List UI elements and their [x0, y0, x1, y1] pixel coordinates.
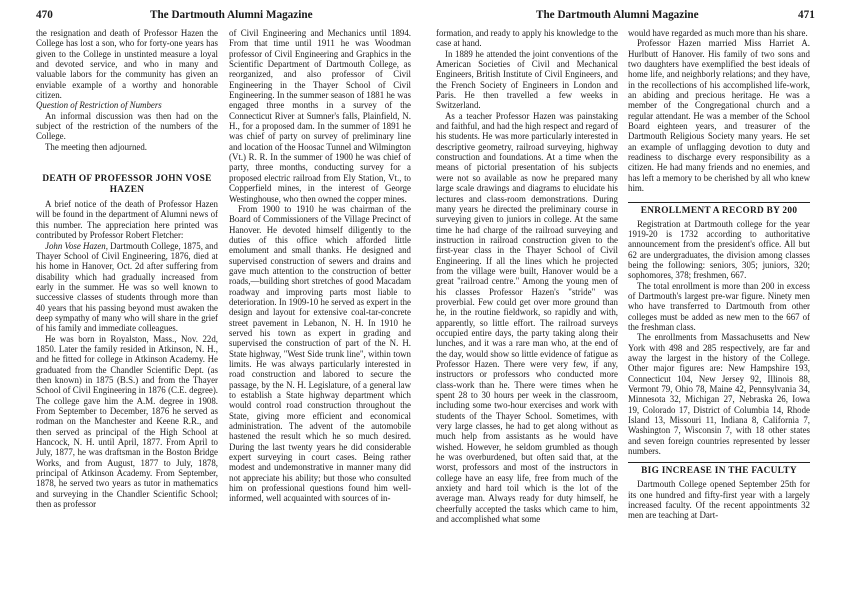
paragraph: As a teacher Professor Hazen was painstaking and faithful, and had the high respect and regard of his students. He was more particularly interested in descriptive geometry, railroad surveying, highway construction and foundations. At a time when the means of pictorial presentation of his subjects were not so available as now he prepared many large scale drawings and diagrams to elucidate his lectures and class-room demonstrations. During many years he directed the preliminary course in surveying given to juniors in college. At the same time he had charge of the railroad surveying and instruction in railroad construction given to the first-year class in the Thayer School of Civil Engineering. If all the lines which he projected from the village were built, Hanover would be a great "railroad centre." Among the young men of his classes Professor Hazen's "stride" was proverbial. Few could get over more ground than he, in the routine fieldwork, so rapidly and with, apparently, so little effort. The railroad surveys occupied entire days, the party taking along their lunches, and it was a rare man who, at the end of the day, would show so little evidence of fatigue as Professor Hazen. There were very few, if any, instructors or professors who conducted more class-work than he. There were times when he spent 28 to 30 hours per week in the classroom, including some two-hour exercises and work with students of the Thayer School. Sometimes, with very large classes, he had to get along without as much help from assistants as he would have wished. However, he seldom grumbled as though he was overburdened, but often said that, at the worst, professors and most of the instructors in college have an easy life, free from much of the anxiety and hard toil which is the lot of the average man. Always ready for duty himself, he cheerfully accepted the tasks which came to him, and accomplished what some — [436, 110, 618, 525]
subheading-restriction: Question of Restriction of Numbers — [36, 100, 162, 111]
paragraph: A brief notice of the death of Professor Hazen will be found in the department of Alumni news of this number. The appreciation here printed was contributed by Professor Robert Fletcher: — [36, 199, 218, 241]
paragraph: The enrollments from Massachusetts and New York with 498 and 285 respectively, are far and away the largest in the history of the College. Other major figures are: New Hampshire 193, Connecticut 104, New Jersey 92, Illinois 88, Vermont 79, Ohio 78, Maine 42, Pennsylvania 34, Minnesota 32, Michigan 27, Nebraska 26, Iowa 19, Colorado 17, District of Columbia 14, Rhode Island 13, Missouri 11, Indiana 8, California 7, Washington 7, Wisconsin 7, with 18 other states and seven foreign countries represented by lesser numbers. — [628, 332, 810, 457]
paragraph: The total enrollment is more than 200 in excess of Dartmouth's largest pre-war figure. Ninety men who have transferred to Dartmouth from other colleges must be added as new men to the 667 of the freshman class. — [628, 280, 810, 332]
section-rule — [628, 202, 810, 203]
paragraph: Registration at Dartmouth college for the year 1919-20 is 1732 according to authoritative announcement from the president's office. All but 62 are undergraduates, the division among classes being the following: seniors, 305; juniors, 320; sophomores, 378; freshmen, 667. — [628, 218, 810, 281]
name-italic: John Vose Hazen, — [45, 240, 108, 251]
paragraph: formation, and ready to apply his knowledge to the case at hand. — [436, 28, 618, 49]
paragraph — [36, 241, 218, 334]
left-column-2 — [229, 28, 411, 504]
paragraph: the resignation and death of Professor Hazen the College has lost a son, who for forty-one years has given to the College in unstinted measure a loyal and devoted service, and who in many and valuable labors for the community has given an enviable example of a worthy and honorable citizen. — [36, 28, 218, 101]
paragraph-text: Dartmouth College, 1875, and Thayer School of Civil Engineering, 1876, died at his home in Hanover, Oct. 2d after suffering from disability which had gradually increased from early in the summer. He was so well known to successive classes of students through more than 40 years that his passing beyond must awaken the deep sympathy of many who will share in the grief of his family and immediate colleagues. — [36, 240, 218, 334]
right-page — [426, 0, 852, 600]
article-heading-enrollment: ENROLLMENT A RECORD BY 200 — [640, 205, 798, 216]
paragraph: of Civil Engineering and Mechanics until 1894. From that time until 1911 he was Woodman professor of Civil Engineering and Graphics in the Scientific Department of Dartmouth College, as reorganized, and also professor of Civil Engineering in the Thayer School of Civil Engineering. In the summer season of 1881 he was engaged three months in a survey of the Connecticut River at Sumner's falls, Plainfield, N. H., for a proposed dam. In the summer of 1891 he was chief of party on survey of preliminary line and location of the Hoosac Tunnel and Wilmington (Vt.) R. R. In the summer of 1900 he was chief of party, three months, conducting survey for a proposed electric railroad from Ely Station, Vt., to Copperfield mines, in the interest of George Westinghouse, who then owned the copper mines. — [229, 28, 411, 204]
paragraph: The meeting then adjourned. — [45, 141, 148, 152]
right-column-1 — [436, 28, 618, 525]
section-rule — [628, 462, 810, 463]
paragraph: Professor Hazen married Miss Harriet A. Hurlbutt of Hanover. His family of two sons and two daughters have exemplified the best ideals of home life, and neighborly relations; and they have, in the recollections of his accomplished life-work, an abiding and precious heritage. He was a member of the Congregational church and a regular attendant. He was a member of the School Board eighteen years, and treasurer of the Dartmouth Religious Society many years. He set an example of unflagging devotion to duty and readiness to discharge every responsibility as a citizen. He had many friends and no enemies, and has left a memory to be cherished by all who knew him. — [628, 38, 810, 194]
paragraph: Dartmouth College opened September 25th for its one hundred and fifty-first year with a largely increased faculty. Of the recent appointments 32 men are teaching at Dart- — [628, 479, 810, 521]
left-column-1 — [36, 28, 218, 509]
paragraph: In 1889 he attended the joint conventions of the American Societies of Civil and Mechanical Engineers, British Institute of Civil Engineers, and the French Society of Engineers in London and Paris. He then travelled a few weeks in Switzerland. — [436, 48, 618, 111]
paragraph: He was born in Royalston, Mass., Nov. 22d, 1850. Later the family resided in Atkinson, N. H., and he fitted for college in Atkinson Academy. He graduated from the Chandler Scientific Dept. (as then known) in 1875 (B.S.) and from the Thayer School of Civil Engineering in 1876 (C.E. degree). The college gave him the A.M. degree in 1908. From September to December, 1876 he served as rodman on the Manchester and Keene R.R., and then served as principal of the High School at Hancock, N. H. until April, 1877. From April to July, 1877, he was draftsman in the Boston Bridge Works, and from August, 1877 to July, 1878, principal of Atkinson Academy. From September, 1878, he served two years as tutor in mathematics and surveying in the Chandler Scientific School; then as professor — [36, 333, 218, 510]
paragraph: would have regarded as much more than his share. — [628, 28, 808, 38]
running-head-right: The Dartmouth Alumni Magazine — [536, 9, 699, 21]
article-heading-hazen: DEATH OF PROFESSOR JOHN VOSE HAZEN — [42, 174, 212, 196]
paragraph: From 1900 to 1910 he was chairman of the Board of Commissioners of the Village Precinct of Hanover. He devoted himself diligently to the duties of this office which afforded little emolument and small thanks. He designed and supervised construction of sewers and drains and gave much attention to the construction of better roads,—building short stretches of good Macadam roadway and improving parts most liable to deterioration. In 1909-10 he served as expert in the design and layout for extensive coal-tar-concrete street pavement in Lebanon, N. H. In 1910 he served his town as expert in grading and supervised the construction of part of the N. H. State highway, "West Side trunk line", within town limits. He was always particularly interested in road construction and labored to secure the passage, by the N. H. Legislature, of a general law to establish a State highway department which would control road construction throughout the State, giving more efficient and economical administration. The advent of the automobile hastened the result which he so much desired. During the last twenty years he did considerable expert surveying in court cases. Being rather modest and undemonstrative in manner many did not appreciate his ability; but those who consulted him on professional questions found him well-informed, well acquainted with sources of in- — [229, 203, 411, 504]
running-head-left: The Dartmouth Alumni Magazine — [150, 9, 313, 21]
right-column-2 — [628, 28, 810, 521]
page-number-left: 470 — [36, 9, 53, 21]
paragraph: An informal discussion was then had on the subject of the restriction of the numbers of the College. — [36, 110, 218, 142]
article-heading-faculty: BIG INCREASE IN THE FACULTY — [641, 466, 797, 477]
page-number-right: 471 — [798, 9, 815, 21]
